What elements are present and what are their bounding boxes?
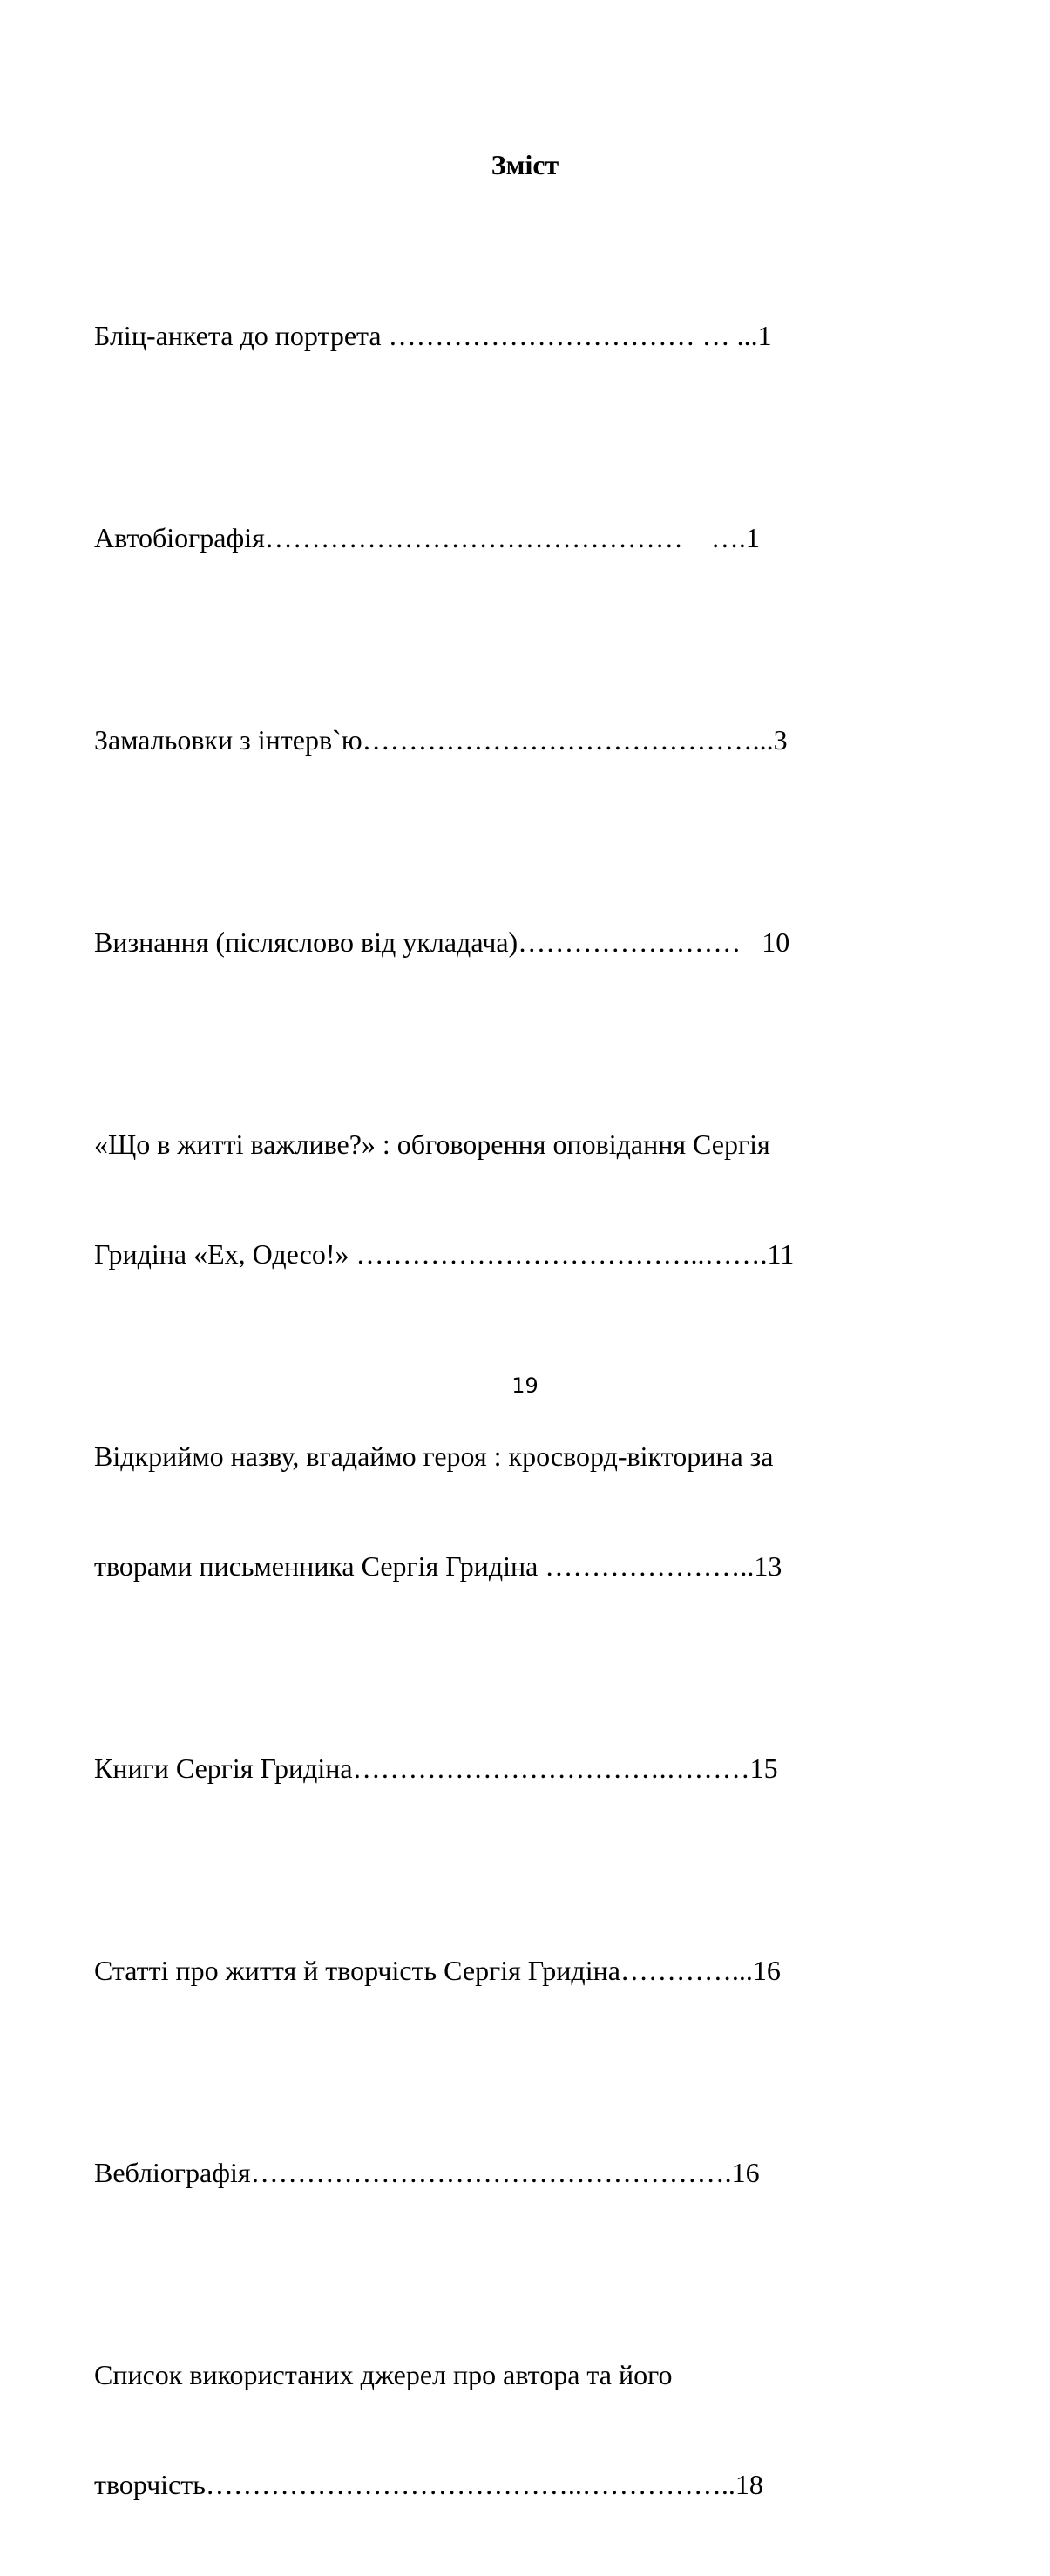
- toc-entry-line: Визнання (післяслово від укладача)…………………… 10: [94, 926, 790, 958]
- toc-entry-line: Замальовки з інтерв`ю……………………………………...3: [94, 724, 788, 756]
- page-title: Зміст: [491, 149, 559, 181]
- toc-entry-autobiography[interactable]: [94, 446, 931, 629]
- toc-entry-line: Відкриймо назву, вгадаймо героя : кросворд-вікторина за: [94, 1441, 774, 1472]
- page-number: 19: [511, 1373, 539, 1398]
- toc-entry-crossword-quiz[interactable]: [94, 1365, 931, 1657]
- toc-entry-sources-list[interactable]: [94, 2283, 931, 2576]
- toc-entry-webliography[interactable]: [94, 2081, 931, 2264]
- toc-entry-line: Книги Сергія Гридіна…………………………….………15: [94, 1752, 778, 1784]
- toc-entry-line: Статті про життя й творчість Сергія Гридіна…………...16: [94, 1955, 781, 1986]
- toc-entry-books[interactable]: [94, 1677, 931, 1860]
- toc-entry-line: творчість…………………………………..……………..18: [94, 2469, 763, 2500]
- toc-entry-line: Список використаних джерел про автора та його: [94, 2359, 673, 2390]
- toc-entry-line: творами письменника Сергія Гридіна …………………..13: [94, 1550, 782, 1582]
- table-of-contents: [94, 244, 931, 2576]
- toc-entry-line: Бліц-анкета до портрета …………………………… … ...1: [94, 320, 772, 351]
- toc-entry-interview-sketches[interactable]: [94, 648, 931, 831]
- toc-entry-articles[interactable]: [94, 1879, 931, 2062]
- toc-entry-blitz-questionnaire[interactable]: [94, 244, 931, 427]
- toc-entry-line: Вебліографія…………………………………………….16: [94, 2157, 760, 2188]
- toc-entry-line: Гридіна «Ех, Одесо!» ………………………………..…….11: [94, 1238, 795, 1270]
- toc-entry-story-discussion[interactable]: [94, 1053, 931, 1346]
- toc-entry-recognition[interactable]: [94, 851, 931, 1034]
- toc-entry-line: «Що в житті важливе?» : обговорення оповідання Сергія: [94, 1129, 770, 1160]
- toc-entry-line: Автобіографія……………………………………… ….1: [94, 522, 760, 553]
